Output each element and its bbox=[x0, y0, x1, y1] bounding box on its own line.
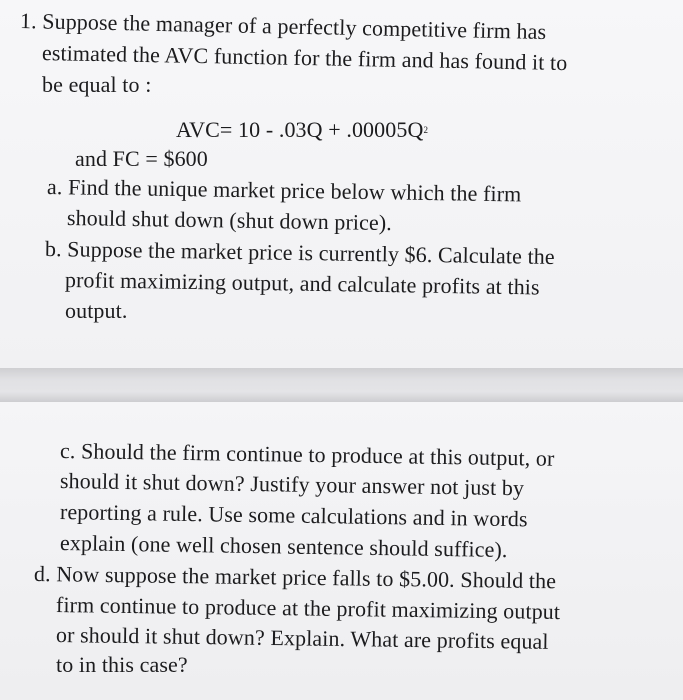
intro-line-1: 1. Suppose the manager of a perfectly competitive firm has bbox=[19, 8, 547, 45]
paper-fold-gap bbox=[0, 368, 683, 402]
part-c-line-3: reporting a rule. Use some calculations and in words bbox=[59, 499, 528, 532]
intro-line-3: be equal to : bbox=[42, 72, 152, 97]
part-d-line-4: to in this case? bbox=[56, 652, 188, 677]
fixed-cost-line: and FC = $600 bbox=[75, 146, 208, 171]
avc-equation bbox=[176, 117, 428, 143]
intro-line-2: estimated the AVC function for the firm and has found it to bbox=[41, 40, 568, 76]
part-c-line-2: should it shut down? Justify your answer not just by bbox=[59, 468, 525, 501]
part-d-line-2: firm continue to produce at the profit maximizing output bbox=[55, 592, 561, 625]
part-a-line-1: a. Find the unique market price below which the firm bbox=[46, 174, 522, 207]
part-d-line-3: or should it shut down? Explain. What are profits equal bbox=[55, 622, 549, 654]
lower-paper-section bbox=[0, 402, 683, 700]
part-c-line-4: explain (one well chosen sentence should suffice). bbox=[59, 530, 508, 563]
avc-equation-exponent: 2 bbox=[423, 125, 429, 135]
avc-equation-text: AVC= 10 - .03Q + .00005Q bbox=[176, 117, 424, 142]
part-b-line-2: profit maximizing output, and calculate profits at this bbox=[64, 267, 540, 300]
part-a-line-2: should shut down (shut down price). bbox=[66, 205, 393, 236]
part-d-line-1: d. Now suppose the market price falls to $5.00. Should the bbox=[33, 561, 557, 594]
part-b-line-3: output. bbox=[65, 298, 128, 323]
part-c-line-1: c. Should the firm continue to produce at this output, or bbox=[59, 438, 555, 471]
part-b-line-1: b. Suppose the market price is currently $6. Calculate the bbox=[44, 236, 555, 270]
